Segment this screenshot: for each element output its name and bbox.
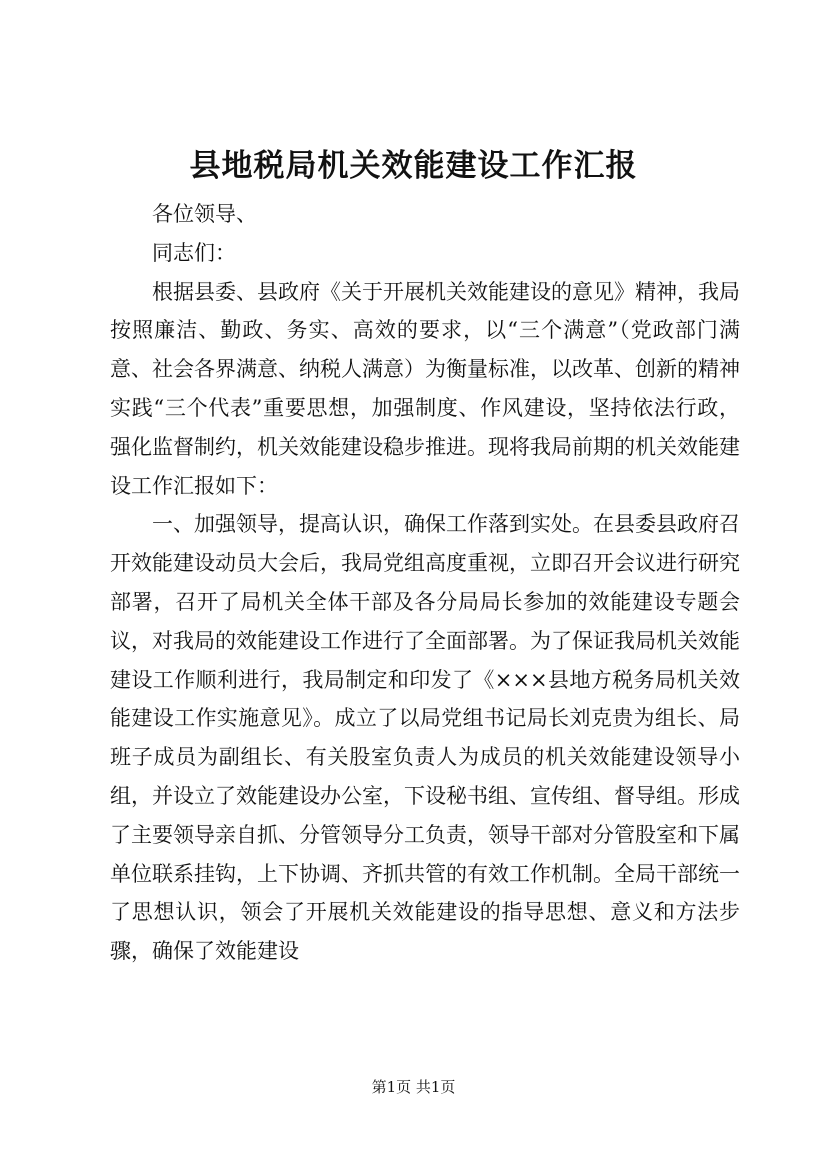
paragraph-intro: 根据县委、县政府《关于开展机关效能建设的意见》精神，我局按照廉洁、勤政、务实、高效的要求，以“三个满意”（党政部门满意、社会各界满意、纳税人满意）为衡量标准，以改革、创新的精神实践“三个代表”重要思想，加强制度、作风建设，坚持依法行政，强化监督制约，机关效能建设稳步推进。现将我局前期的机关效能建设工作汇报如下：: [110, 279, 740, 498]
page-footer: 第1页 共1页: [371, 1078, 456, 1096]
paragraph-section-one: 一、加强领导，提高认识，确保工作落到实处。在县委县政府召开效能建设动员大会后，我局党组高度重视，立即召开会议进行研究部署，召开了局机关全体干部及各分局局长参加的效能建设专题会议，对我局的效能建设工作进行了全面部署。为了保证我局机关效能建设工作顺利进行，我局制定和印发了《×××县地方税务局机关效能建设工作实施意见》。成立了以局党组书记局长刘克贵为组长、局班子成员为副组长、有关股室负责人为成员的机关效能建设领导小组，并设立了效能建设办公室，下设秘书组、宣传组、督导组。形成了主要领导亲自抓、分管领导分工负责，领导干部对分管股室和下属单位联系挂钩，上下协调、齐抓共管的有效工作机制。全局干部统一了思想认识，领会了开展机关效能建设的指导思想、意义和方法步骤，确保了效能建设: [110, 512, 740, 964]
document-title: 县地税局机关效能建设工作汇报: [189, 148, 638, 184]
salutation-leaders: 各位领导、: [152, 202, 257, 226]
salutation-comrades: 同志们：: [152, 240, 236, 265]
document-body: [110, 195, 740, 971]
